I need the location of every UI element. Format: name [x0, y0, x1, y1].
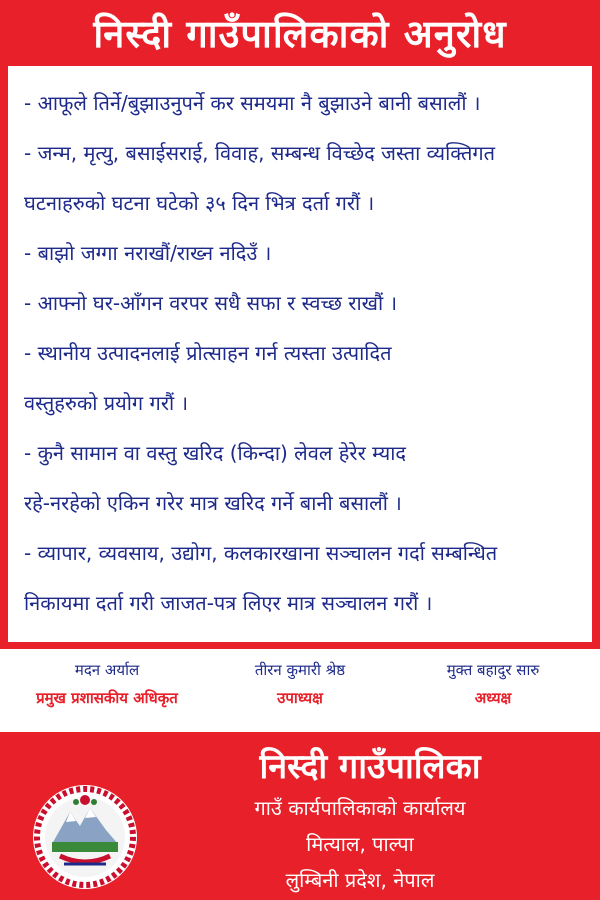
notice-line: - कुनै सामान वा वस्तु खरिद (किन्दा) लेवल हेरेर म्याद: [24, 441, 407, 465]
nepal-government-emblem-icon: [30, 782, 140, 892]
signatory-chair: [398, 657, 588, 732]
notice-line: - आफ्नो घर-आँगन वरपर सधै सफा र स्वच्छ राखौं ।: [24, 291, 398, 315]
footer-office: गाउँ कार्यपालिकाको कार्यालय: [254, 796, 466, 820]
notice-line: रहे-नरहेको एकिन गरेर मात्र खरिद गर्ने बानी बसालौं ।: [24, 491, 402, 515]
notice-line: - व्यापार, व्यवसाय, उद्योग, कलकारखाना सञ्चालन गर्दा सम्बन्धित: [24, 541, 498, 565]
signatory-name: मदन अर्याल: [74, 661, 140, 679]
notice-line: निकायमा दर्ता गरी जाजत-पत्र लिएर मात्र सञ्चालन गरौं ।: [24, 591, 433, 615]
notice-line: घटनाहरुको घटना घटेको ३५ दिन भित्र दर्ता गरौं ।: [24, 191, 375, 215]
signatory-post: उपाध्यक्ष: [277, 689, 323, 707]
signatory-name: तीरन कुमारी श्रेष्ठ: [254, 661, 346, 679]
footer-place: मित्याल, पाल्पा: [306, 832, 414, 856]
title-bar: [0, 0, 600, 66]
signatory-name: मुक्त बहादुर सारु: [446, 661, 540, 679]
signatory-chief-admin: [12, 657, 202, 732]
notice-line: वस्तुहरुको प्रयोग गरौं ।: [24, 391, 189, 415]
signatory-vice-chair: [205, 657, 395, 732]
notice-line: - स्थानीय उत्पादनलाई प्रोत्साहन गर्न त्यस्ता उत्पादित: [24, 341, 392, 365]
notice-line: - बाझो जग्गा नराखौं/राख्न नदिउँ ।: [24, 241, 272, 265]
signatory-post: अध्यक्ष: [474, 689, 512, 707]
notice-line: - जन्म, मृत्यु, बसाईसराई, विवाह, सम्बन्ध विच्छेद जस्ता व्यक्तिगत: [24, 141, 496, 165]
poster-title: निस्दी गाउँपालिकाको अनुरोध: [93, 12, 507, 56]
footer-province: लुम्बिनी प्रदेश, नेपाल: [285, 868, 435, 892]
footer-org-name: निस्दी गाउँपालिका: [259, 747, 481, 787]
signatory-post: प्रमुख प्रशासकीय अधिकृत: [36, 689, 178, 707]
footer: [0, 732, 600, 900]
notice-line: - आफूले तिर्ने/बुझाउनुपर्ने कर समयमा नै बुझाउने बानी बसालौं ।: [24, 91, 481, 115]
notice-box: [8, 66, 592, 642]
signatories-band: [0, 646, 600, 732]
